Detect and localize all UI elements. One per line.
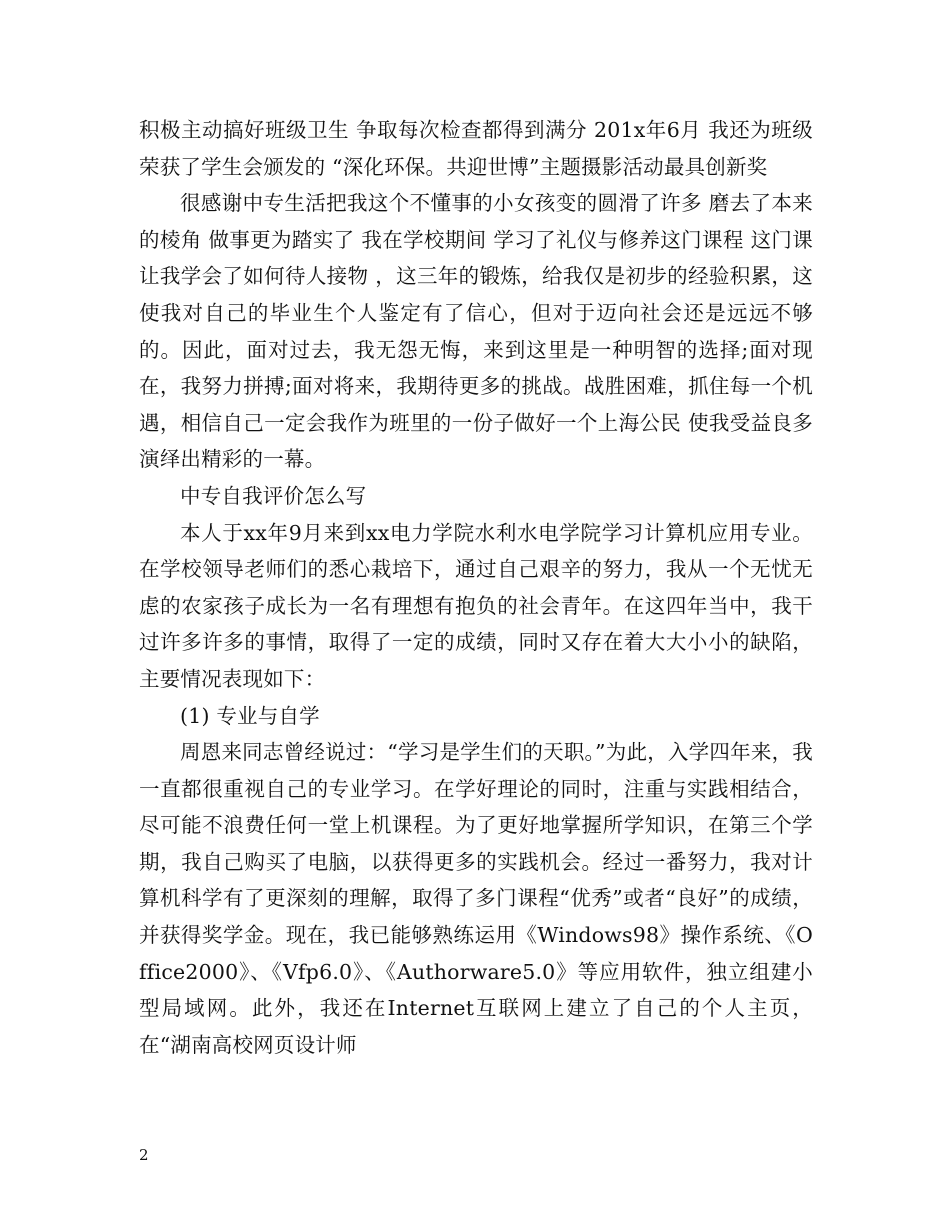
page-number: 2 [139, 1146, 149, 1164]
document-body [139, 112, 813, 1063]
section-heading-self-evaluation: 中专自我评价怎么写 [180, 483, 367, 508]
paragraph-hygiene-award: 积极主动搞好班级卫生 争取每次检查都得到满分 201x年6月 我还为班级荣获了学生会颁发的 “深化环保。共迎世博”主题摄影活动最具创新奖 [139, 118, 813, 179]
paragraph-introduction: 本人于xx年9月来到xx电力学院水利水电学院学习计算机应用专业。在学校领导老师们的悉心栽培下，通过自己艰辛的努力，我从一个无忧无虑的农家孩子成长为一名有理想有抱负的社会青年。在这四年当中，我干过许多许多的事情，取得了一定的成绩，同时又存在着大大小小的缺陷，主要情况表现如下： [139, 520, 813, 691]
paragraph-school-life-reflection: 很感谢中专生活把我这个不懂事的小女孩变的圆滑了许多 磨去了本来的棱角 做事更为踏实了 我在学校期间 学习了礼仪与修养这门课程 这门课让我学会了如何待人接物 ，这三年的锻炼，给我仅是初步的经验积累，这使我对自己的毕业生个人鉴定有了信心，但对于迈向社会还是远远不够的。因此，面对过去，我无怨无悔，来到这里是一种明智的选择;面对现在，我努力拼搏;面对将来，我期待更多的挑战。战胜困难，抓住每一个机遇，相信自己一定会我作为班里的一份子做好一个上海公民 使我受益良多演绎出精彩的一幕。 [139, 191, 813, 472]
paragraph-professional-study: 周恩来同志曾经说过：“学习是学生们的天职。”为此，入学四年来，我一直都很重视自己的专业学习。在学好理论的同时，注重与实践相结合，尽可能不浪费任何一堂上机课程。为了更好地掌握所学知识，在第三个学期，我自己购买了电脑，以获得更多的实践机会。经过一番努力，我对计算机科学有了更深刻的理解，取得了多门课程“优秀”或者“良好”的成绩，并获得奖学金。现在，我已能够熟练运用《Windows98》操作系统、《Office2000》、《Vfp6.0》、《Authorware5.0》等应用软件，独立组建小型局域网。此外，我还在Internet互联网上建立了自己的个人主页，在“湖南高校网页设计师 [139, 740, 813, 1057]
subheading-major-and-self-study: (1) 专业与自学 [180, 703, 320, 728]
